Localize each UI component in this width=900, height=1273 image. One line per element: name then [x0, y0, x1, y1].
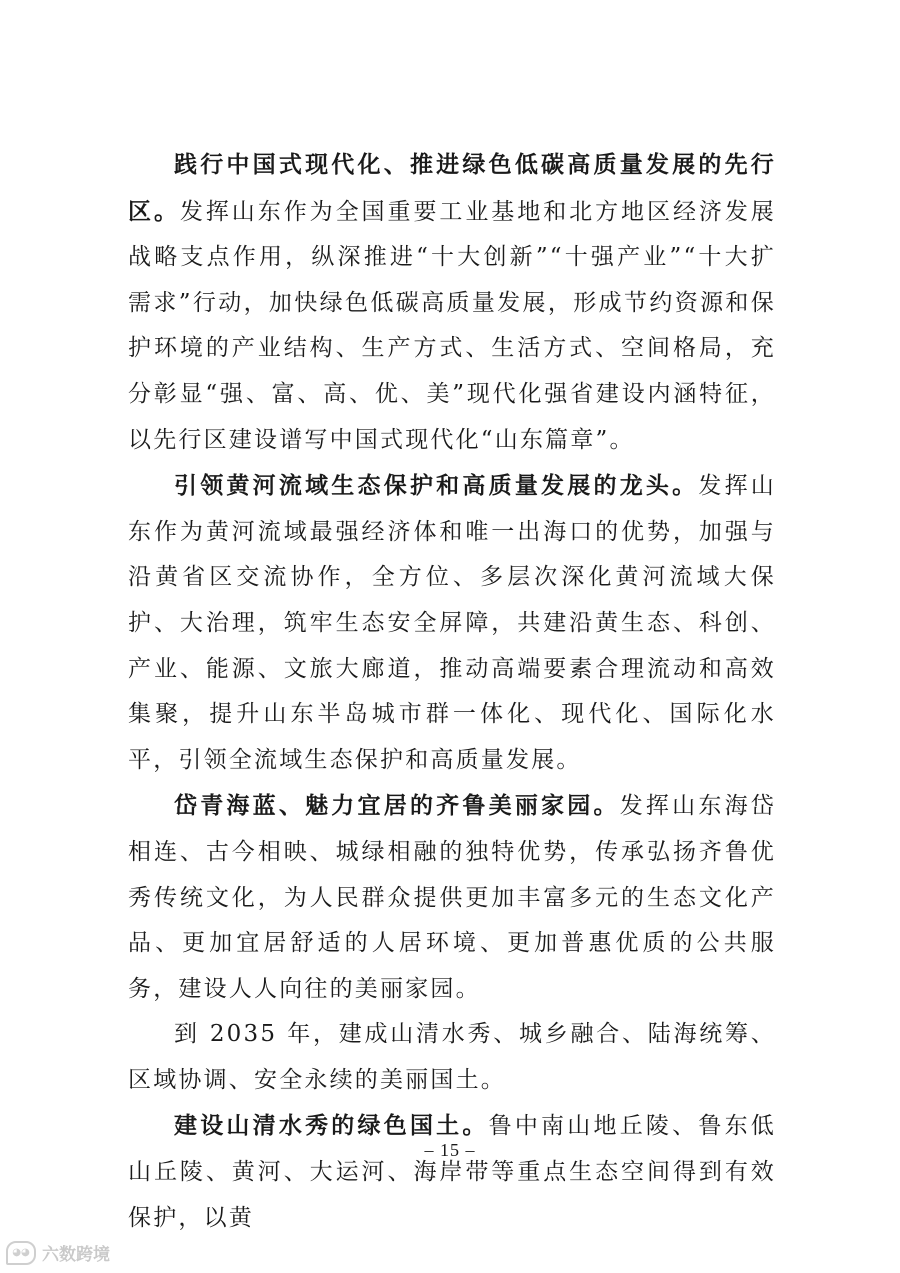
paragraph-3-text: 发挥山东海岱相连、古今相映、城绿相融的独特优势，传承弘扬齐鲁优秀传统文化，为人民群众提供更加丰富多元的生态文化产品、更加宜居舒适的人居环境、更加普惠优质的公共服务，建设人人向往的美丽家园。: [128, 793, 776, 1002]
paragraph-1: [128, 142, 776, 463]
paragraph-2-text: 发挥山东作为黄河流域最强经济体和唯一出海口的优势，加强与沿黄省区交流协作，全方位、多层次深化黄河流域大保护、大治理，筑牢生态安全屏障，共建沿黄生态、科创、产业、能源、文旅大廊道，推动高端要素合理流动和高效集聚，提升山东半岛城市群一体化、现代化、国际化水平，引领全流域生态保护和高质量发展。: [128, 473, 776, 773]
page-number: – 15 –: [424, 1140, 476, 1160]
paragraph-2-lead: 引领黄河流域生态保护和高质量发展的龙头。: [174, 472, 699, 500]
body-text: [128, 142, 776, 1241]
paragraph-5-lead: 建设山清水秀的绿色国土。: [174, 1112, 489, 1140]
watermark: [6, 1240, 110, 1265]
paragraph-4-text: 到 2035 年，建成山清水秀、城乡融合、陆海统筹、区域协调、安全永续的美丽国土。: [128, 1021, 776, 1093]
paragraph-2: [128, 463, 776, 783]
paragraph-5-text: 鲁中南山地丘陵、鲁东低山丘陵、黄河、大运河、海岸带等重点生态空间得到有效保护，以黄: [128, 1113, 777, 1231]
watermark-text: 六数跨境: [42, 1245, 110, 1265]
speech-bubble-icon: ◕◕: [6, 1241, 36, 1265]
paragraph-3-lead: 岱青海蓝、魅力宜居的齐鲁美丽家园。: [174, 792, 620, 820]
paragraph-3: [128, 783, 776, 1012]
paragraph-5: [128, 1103, 776, 1241]
paragraph-1-text: 发挥山东作为全国重要工业基地和北方地区经济发展战略支点作用，纵深推进“十大创新”“十强产业”“十大扩需求”行动，加快绿色低碳高质量发展，形成节约资源和保护环境的产业结构、生产方式、生活方式、空间格局，充分彰显“强、富、高、优、美”现代化强省建设内涵特征，以先行区建设谱写中国式现代化“山东篇章”。: [128, 198, 776, 453]
paragraph-4: [128, 1012, 776, 1103]
paragraph-1-lead: 践行中国式现代化、推进绿色低碳高质量发展的先行区。: [128, 151, 776, 225]
